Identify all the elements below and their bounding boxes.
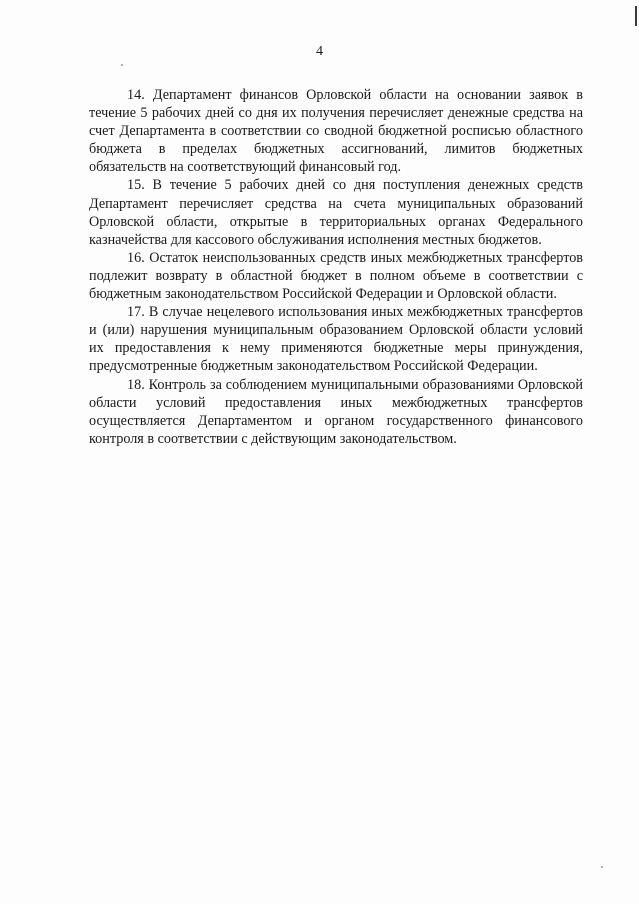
page-number: 4 bbox=[316, 44, 323, 59]
scan-speck bbox=[121, 64, 123, 66]
paragraph-18: 18. Контроль за соблюдением муниципальными образованиями Орловской области условий предоставления иных межбюджетных трансфертов осуществляется Департаментом и органом государственного финансового контроля в соответствии с действующим законодательством. bbox=[89, 376, 583, 447]
paragraph-17: 17. В случае нецелевого использования иных межбюджетных трансфертов и (или) нарушения муниципальным образованием Орловской области условий их предоставления к нему применяются бюджетные меры принуждения, предусмотренные бюджетным законодательством Российской Федерации. bbox=[89, 304, 583, 375]
paragraph-15: 15. В течение 5 рабочих дней со дня поступления денежных средств Департамент перечисляет средства на счета муниципальных образований Орловской области, открытые в территориальных органах Федерального казначейства для кассового обслуживания исполнения местных бюджетов. bbox=[89, 177, 583, 248]
scan-edge-mark bbox=[635, 6, 637, 26]
paragraph-14: 14. Департамент финансов Орловской области на основании заявок в течение 5 рабочих дней со дня их получения перечисляет денежные средства на счет Департамента в соответствии со сводной бюджетной росписью областного бюджета в пределах бюджетных ассигнований, лимитов бюджетных обязательств на соответствующий финансовый год. bbox=[89, 87, 583, 176]
paragraph-16: 16. Остаток неиспользованных средств иных межбюджетных трансфертов подлежит возврату в областной бюджет в полном объеме в соответствии с бюджетным законодательством Российской Федерации и Орловской области. bbox=[89, 249, 583, 303]
scan-speck bbox=[601, 866, 603, 868]
document-body bbox=[89, 86, 583, 448]
